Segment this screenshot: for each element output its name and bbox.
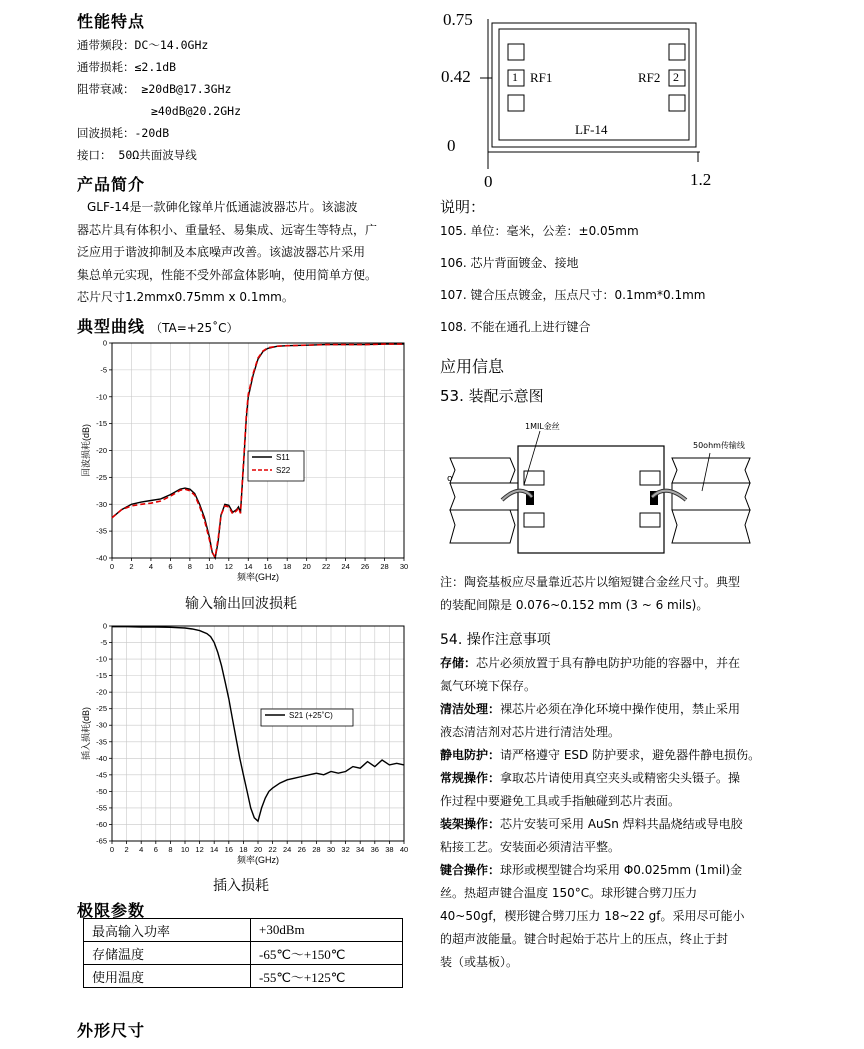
pad-o-tl: o [447,474,453,484]
x-tick-label: 22 [321,562,331,571]
ops-text: 液态清洁剂对芯片进行清洁处理。 [440,725,621,739]
x-tick-label: 6 [153,845,158,854]
limits-title: 极限参数 [77,901,146,920]
limit-param: 存储温度 [84,942,251,965]
pad-2-label: 2 [673,70,679,84]
y-tick-label: -55 [96,803,107,813]
ops-text: 请严格遵守 ESD 防护要求，避免器件静电损伤。 [500,748,761,762]
ops-item-mounting [440,813,780,859]
y-tick-label: -25 [96,704,107,714]
curves-title: 典型曲线 [77,317,146,336]
x-tick-label: 18 [239,845,248,854]
ops-text: 丝。热超声键合温度 150°C。球形键合劈刀压力 [440,886,698,900]
y-tick-label: -25 [96,472,107,482]
assembly-note [440,571,740,617]
ops-item-esd [440,744,780,767]
return-loss-chart [77,334,417,590]
outline-y-label-top: 0.75 [443,10,473,29]
feature-return-loss: 回波损耗：-20dB [77,126,170,140]
x-tick-label: 24 [283,845,292,854]
x-tick-label: 12 [224,562,233,571]
ops-key: 存储： [440,656,477,670]
assembly-diagram [440,415,775,560]
ops-text: 芯片必须放置于具有静电防护功能的容器中，并在 [476,656,741,670]
x-tick-label: 22 [268,845,277,854]
transmission-line-label: 50ohm传输线 [693,441,745,450]
assembly-title: 53. 装配示意图 [440,387,544,405]
legend-label: S21 (+25˚C) [289,711,333,720]
ops-item-cleaning [440,698,780,744]
x-tick-label: 10 [205,562,214,571]
x-tick-label: 2 [124,845,129,854]
intro-text [77,196,409,309]
x-tick-label: 20 [253,845,263,854]
y-tick-label: -50 [96,786,107,796]
ops-text: 裸芯片必须在净化环境中操作使用，禁止采用 [500,702,741,716]
y-tick-label: -20 [96,446,107,455]
curves-condition: （TA=+25˚C） [150,321,239,335]
y-tick-label: -65 [96,836,107,846]
x-tick-label: 28 [312,845,321,854]
x-tick-label: 14 [210,845,219,854]
ops-text: 40~50gf，楔形键合劈刀压力 18~22 gf。采用尽可能小 [440,909,745,923]
feature-insertion-loss: 通带损耗：≤2.1dB [77,60,177,74]
y-tick-label: -5 [100,365,107,375]
y-axis-label: 插入损耗(dB) [81,706,91,761]
y-tick-label: -15 [96,419,107,429]
assembly-note-line: 的装配间隙是 0.076~0.152 mm (3 ~ 6 mils)。 [440,598,709,612]
x-tick-label: 32 [341,845,350,854]
x-tick-label: 0 [109,845,115,854]
x-tick-label: 8 [187,562,192,571]
x-tick-label: 34 [356,845,365,854]
x-tick-label: 38 [385,845,394,854]
limits-table [83,918,403,988]
y-tick-label: -10 [96,392,107,402]
table-row [84,942,403,965]
wire-label: 1MIL金丝 [525,422,560,431]
limit-param: 最高输入功率 [84,919,251,942]
assembly-note-line: 注：陶瓷基板应尽量靠近芯片以缩短键合金丝尺寸。典型 [440,575,741,589]
y-axis-label: 回波损耗(dB) [81,423,91,478]
ops-title: 54. 操作注意事项 [440,632,551,648]
intro-line: 芯片尺寸1.2mmx0.75mm x 0.1mm。 [77,290,294,304]
ops-text: 的超声波能量。键合时起始于芯片上的压点，终止于封 [440,932,729,946]
y-tick-label: -30 [96,720,107,730]
ops-text: 拿取芯片请使用真空夹头或精密尖头镊子。操 [500,771,741,785]
x-tick-label: 30 [326,845,336,854]
y-tick-label: -30 [96,499,107,509]
table-row [84,919,403,942]
table-row [84,965,403,988]
intro-title: 产品简介 [77,175,146,194]
x-tick-label: 20 [302,562,311,571]
x-tick-label: 40 [399,845,409,854]
ops-key: 键合操作： [440,863,501,877]
notes-list [440,222,705,350]
y-tick-label: 0 [102,621,107,631]
note-item: 107. 键合压点镀金，压点尺寸：0.1mm*0.1mm [440,288,706,302]
y-tick-label: -35 [96,526,107,536]
x-tick-label: 6 [168,562,173,571]
pad-1-label: 1 [512,70,518,84]
legend-label: S22 [276,466,291,475]
outline-x-label-left: 0 [484,172,493,191]
intro-line: 器芯片具有体积小、重量轻、易集成、远寄生等特点，广 [77,222,378,237]
app-title: 应用信息 [440,357,505,376]
x-tick-label: 28 [380,562,389,571]
intro-line: GLF-14是一款砷化镓单片低通滤波器芯片。该滤波 [87,200,358,214]
outline-y-label-bottom: 0 [447,136,456,155]
x-tick-label: 12 [195,845,204,854]
x-tick-label: 16 [263,562,272,571]
ops-list [440,652,780,974]
limit-value: -55℃～+125℃ [251,965,403,988]
insertion-loss-caption: 插入损耗 [213,878,269,894]
ops-key: 清洁处理： [440,702,501,716]
outline-x-label-right: 1.2 [690,170,712,189]
ops-item-bonding [440,859,780,974]
x-tick-label: 4 [148,562,154,571]
x-tick-label: 24 [341,562,350,571]
x-tick-label: 36 [370,845,379,854]
insertion-loss-chart [77,617,417,873]
y-tick-label: 0 [102,338,107,348]
x-tick-label: 8 [168,845,173,854]
ops-text: 装（或基板）。 [440,955,519,969]
note-item: 106. 芯片背面镀金、接地 [440,256,579,270]
x-tick-label: 18 [283,562,292,571]
ops-item-storage [440,652,780,698]
intro-line: 泛应用于谐波抑制及本底噪声改善。该滤波器芯片采用 [77,245,366,259]
outline-y-label-mid: 0.42 [441,67,471,86]
ops-item-handling [440,767,780,813]
x-tick-label: 4 [139,845,144,854]
chip-outline-drawing [480,14,710,174]
x-axis-label: 频率(GHz) [237,855,279,865]
ops-text: 氮气环境下保存。 [440,679,537,693]
y-tick-label: -60 [96,819,107,829]
features-title: 性能特点 [77,12,146,31]
x-tick-label: 10 [180,845,190,854]
rf1-label: RF1 [530,70,553,85]
y-tick-label: -10 [96,654,107,664]
ops-key: 装架操作： [440,817,501,831]
ops-text: 粘接工艺。安装面必须清洁平整。 [440,840,621,854]
y-tick-label: -40 [96,553,107,563]
intro-line: 集总单元实现，性能不受外部盒体影响，使用简单方便。 [77,267,378,282]
limit-param: 使用温度 [84,965,251,988]
x-tick-label: 0 [109,562,115,571]
outline-title: 外形尺寸 [77,1021,146,1040]
return-loss-caption: 输入输出回波损耗 [185,596,297,612]
features-list [77,34,241,166]
limit-value: +30dBm [251,919,403,942]
feature-interface: 接口： 50Ω共面波导线 [77,148,197,162]
notes-title: 说明： [440,198,486,216]
feature-passband: 通带频段：DC～14.0GHz [77,38,209,52]
limit-value: -65℃～+150℃ [251,942,403,965]
ops-text: 作过程中要避免工具或手指触碰到芯片表面。 [440,794,681,808]
y-tick-label: -15 [96,671,107,681]
ops-text: 芯片安装可采用 AuSn 焊料共晶烧结或导电胶 [500,817,743,831]
chip-name-label: LF-14 [575,122,608,137]
feature-rejection-2: ≥40dB@20.2GHz [151,104,242,118]
x-tick-label: 16 [224,845,233,854]
x-tick-label: 26 [360,562,370,571]
ops-text: 球形或楔型键合均采用 Φ0.025mm (1mil)金 [500,863,743,877]
y-tick-label: -40 [96,753,107,763]
x-tick-label: 2 [129,562,134,571]
x-tick-label: 14 [244,562,253,571]
legend-label: S11 [276,453,290,462]
ops-key: 常规操作： [440,771,501,785]
y-tick-label: -5 [100,638,107,648]
note-item: 105. 单位：毫米，公差：±0.05mm [440,224,639,238]
feature-rejection-1: 阻带衰减： ≥20dB@17.3GHz [77,82,232,96]
y-tick-label: -20 [96,687,107,697]
x-tick-label: 26 [297,845,306,854]
y-tick-label: -45 [96,770,107,780]
note-item: 108. 不能在通孔上进行键合 [440,320,591,334]
rf2-label: RF2 [638,70,661,85]
x-tick-label: 30 [399,562,409,571]
ops-key: 静电防护： [440,748,501,762]
y-tick-label: -35 [96,737,107,747]
x-axis-label: 频率(GHz) [237,572,279,582]
